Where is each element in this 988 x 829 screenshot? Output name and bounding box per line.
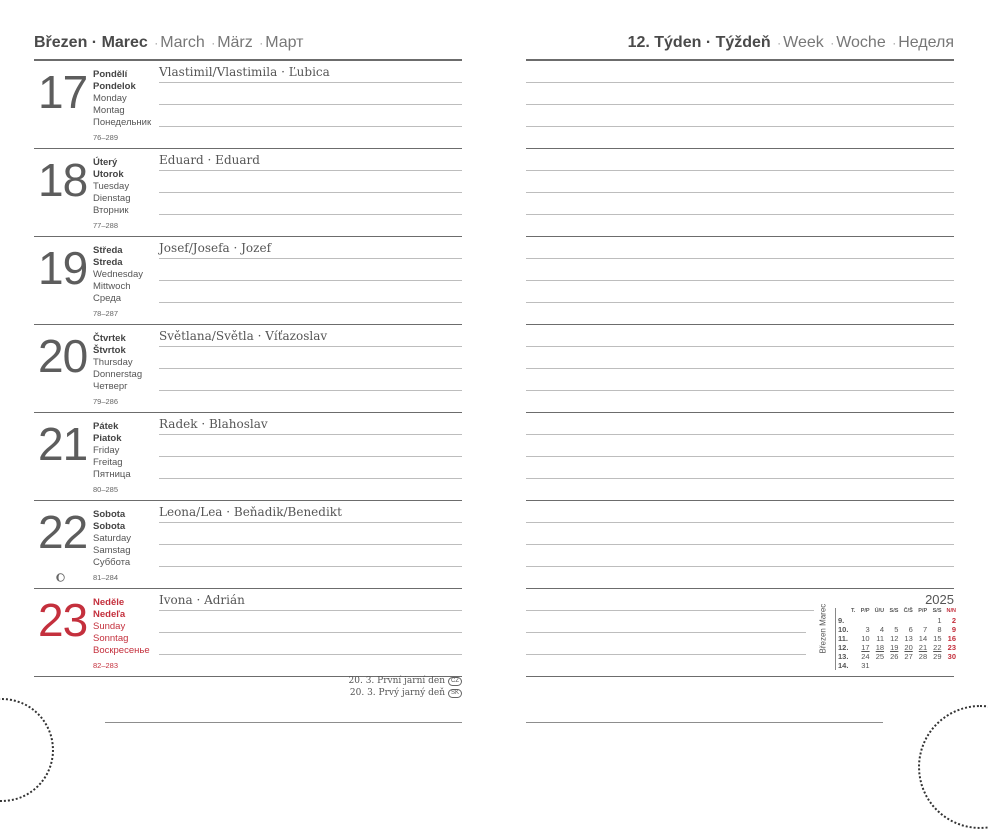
mini-calendar-day: 15 bbox=[933, 634, 942, 643]
notes-line bbox=[526, 632, 806, 633]
day-count: 81–284 bbox=[93, 573, 119, 582]
notes-divider bbox=[526, 236, 954, 237]
notes-line bbox=[526, 214, 954, 215]
mini-calendar-day: 10 bbox=[861, 634, 870, 643]
name-day: Leona/Lea · Beňadik/Benedikt bbox=[159, 505, 342, 519]
day-count: 77–288 bbox=[93, 221, 119, 230]
day-name-sk: Nedeľa bbox=[93, 609, 126, 620]
mini-calendar-day bbox=[870, 661, 884, 670]
day-name-cz: Středa bbox=[93, 245, 123, 256]
notes-line bbox=[526, 280, 954, 281]
mini-calendar-day: 17 bbox=[861, 643, 870, 652]
day-row[interactable] bbox=[34, 149, 462, 237]
name-day: Radek · Blahoslav bbox=[159, 417, 268, 431]
day-row[interactable] bbox=[34, 61, 462, 149]
day-name-sk: Sobota bbox=[93, 521, 126, 532]
day-name-en: Wednesday bbox=[93, 269, 143, 280]
mini-calendar-day bbox=[855, 616, 869, 625]
mini-calendar-week bbox=[838, 634, 956, 643]
mini-calendar-day bbox=[913, 661, 927, 670]
name-day: Eduard · Eduard bbox=[159, 153, 260, 167]
day-name-ru: Суббота bbox=[93, 557, 131, 568]
mini-calendar-divider bbox=[835, 608, 836, 670]
month-header: Březen · Marec · March · März · Март bbox=[34, 34, 304, 51]
day-name-de: Dienstag bbox=[93, 193, 131, 204]
write-line bbox=[159, 566, 462, 567]
day-name-ru: Пятница bbox=[93, 469, 131, 480]
day-number: 19 bbox=[38, 242, 88, 294]
holiday-notes bbox=[349, 675, 462, 699]
day-name-de: Montag bbox=[93, 105, 125, 116]
day-number: 17 bbox=[38, 66, 88, 118]
month-header-en: March bbox=[160, 34, 205, 51]
write-line bbox=[159, 368, 462, 369]
mini-calendar-day: 4 bbox=[879, 625, 885, 634]
day-number: 21 bbox=[38, 418, 88, 470]
write-line bbox=[159, 280, 462, 281]
week-number: 13. bbox=[838, 652, 849, 661]
write-line bbox=[159, 654, 462, 655]
day-name-cz: Pátek bbox=[93, 421, 119, 432]
country-flag-sk: SK bbox=[448, 689, 462, 698]
week-header-en: Week bbox=[783, 34, 824, 51]
notes-divider bbox=[526, 676, 954, 677]
day-name-cz: Sobota bbox=[93, 509, 126, 520]
day-name-cz: Pondělí bbox=[93, 69, 128, 80]
mini-calendar-day: 31 bbox=[861, 661, 870, 670]
notes-line bbox=[526, 302, 954, 303]
mini-calendar-day: 6 bbox=[908, 625, 913, 634]
week-number: 12. bbox=[838, 643, 849, 652]
mini-calendar-month: Březen Marec bbox=[818, 603, 828, 654]
write-line bbox=[159, 632, 462, 633]
mini-calendar bbox=[814, 592, 956, 672]
right-page bbox=[494, 0, 988, 768]
week-header: 12. Týden · Týždeň · Week · Woche · Неделя bbox=[627, 34, 954, 51]
day-count: 76–289 bbox=[93, 133, 119, 142]
day-name-en: Thursday bbox=[93, 357, 133, 368]
notes-line bbox=[526, 456, 954, 457]
day-name-ru: Четверг bbox=[93, 381, 128, 392]
write-line bbox=[159, 82, 462, 83]
mini-calendar-day: 23 bbox=[947, 643, 956, 652]
write-line bbox=[159, 192, 462, 193]
week-number: 11. bbox=[838, 634, 849, 643]
mini-calendar-day: 7 bbox=[922, 625, 928, 634]
day-count: 82–283 bbox=[93, 661, 119, 670]
write-line bbox=[159, 478, 462, 479]
write-line bbox=[159, 522, 462, 523]
day-name-de: Freitag bbox=[93, 457, 123, 468]
moon-phase-icon bbox=[56, 573, 65, 582]
mini-calendar-day: 21 bbox=[918, 643, 928, 652]
day-name-en: Saturday bbox=[93, 533, 132, 544]
mini-calendar-day bbox=[884, 616, 898, 625]
mini-calendar-week bbox=[838, 652, 956, 661]
week-number: 14. bbox=[838, 661, 849, 670]
mini-calendar-day: 3 bbox=[865, 625, 870, 634]
mini-calendar-day: 19 bbox=[890, 643, 899, 652]
notes-line bbox=[526, 544, 954, 545]
notes-divider bbox=[526, 324, 954, 325]
day-row[interactable] bbox=[34, 413, 462, 501]
mini-calendar-week bbox=[838, 643, 956, 652]
notes-divider bbox=[526, 412, 954, 413]
day-name-cz: Neděle bbox=[93, 597, 125, 608]
mini-calendar-day: 27 bbox=[904, 652, 913, 661]
mini-calendar-week bbox=[838, 625, 956, 634]
mini-calendar-day: 24 bbox=[861, 652, 870, 661]
notes-line bbox=[526, 566, 954, 567]
day-row[interactable] bbox=[34, 501, 462, 589]
week-header-de: Woche bbox=[836, 34, 886, 51]
mini-calendar-day bbox=[942, 661, 957, 670]
mini-calendar-grid bbox=[838, 607, 956, 670]
notes-line bbox=[526, 82, 954, 83]
notes-line bbox=[526, 368, 954, 369]
notes-line bbox=[526, 104, 954, 105]
write-line bbox=[159, 104, 462, 105]
mini-calendar-day: 1 bbox=[937, 616, 942, 625]
write-line bbox=[159, 170, 462, 171]
weekday-header: Č/Š bbox=[903, 608, 913, 614]
mini-calendar-day bbox=[913, 616, 927, 625]
mini-calendar-day: 18 bbox=[875, 643, 885, 652]
mini-calendar-week bbox=[838, 616, 956, 625]
notes-line bbox=[526, 390, 954, 391]
mini-calendar-day bbox=[870, 616, 884, 625]
mini-calendar-day: 8 bbox=[937, 625, 942, 634]
day-name-en: Friday bbox=[93, 445, 120, 456]
mini-calendar-day: 22 bbox=[933, 643, 942, 652]
day-name-en: Monday bbox=[93, 93, 127, 104]
footer-line bbox=[526, 722, 883, 723]
country-flag-cz: CZ bbox=[448, 677, 462, 686]
mini-calendar-day: 29 bbox=[933, 652, 942, 661]
weekday-header: S/S bbox=[889, 608, 899, 614]
day-name-sk: Utorok bbox=[93, 169, 124, 180]
write-line bbox=[159, 390, 462, 391]
day-name-sk: Piatok bbox=[93, 433, 122, 444]
day-name-ru: Понедельник bbox=[93, 117, 152, 128]
mini-calendar-day: 25 bbox=[875, 652, 885, 661]
day-name-ru: Воскресенье bbox=[93, 645, 150, 656]
holiday-note: 20. 3. Prvý jarný deň SK bbox=[349, 687, 462, 699]
day-number: 22 bbox=[38, 506, 88, 558]
day-name-sk: Pondelok bbox=[93, 81, 136, 92]
weekday-header: P/P bbox=[860, 608, 870, 614]
mini-calendar-day: 20 bbox=[904, 643, 913, 652]
mini-calendar-day: 9 bbox=[951, 625, 956, 634]
write-line bbox=[159, 258, 462, 259]
notes-line bbox=[526, 654, 806, 655]
notes-line bbox=[526, 192, 954, 193]
day-name-ru: Среда bbox=[93, 293, 122, 304]
mini-calendar-day: 12 bbox=[890, 634, 899, 643]
month-header-de: März bbox=[217, 34, 253, 51]
day-names bbox=[93, 421, 159, 496]
name-day: Ivona · Adrián bbox=[159, 593, 245, 607]
week-number: 9. bbox=[838, 616, 845, 625]
weekday-header: S/S bbox=[932, 608, 942, 614]
day-name-de: Donnerstag bbox=[93, 369, 143, 380]
notes-divider bbox=[526, 588, 954, 589]
write-line bbox=[159, 214, 462, 215]
mini-calendar-day: 28 bbox=[918, 652, 928, 661]
day-name-en: Sunday bbox=[93, 621, 126, 632]
weekday-header: P/P bbox=[918, 608, 928, 614]
day-name-sk: Štvrtok bbox=[93, 345, 126, 356]
notes-line bbox=[526, 522, 954, 523]
month-header-ru: Март bbox=[265, 34, 304, 51]
write-line bbox=[159, 126, 462, 127]
day-name-cz: Čtvrtek bbox=[93, 333, 126, 344]
mini-calendar-day bbox=[898, 616, 912, 625]
notes-divider bbox=[526, 500, 954, 501]
write-line bbox=[159, 346, 462, 347]
day-number: 18 bbox=[38, 154, 88, 206]
day-name-cz: Úterý bbox=[93, 157, 118, 168]
weekday-header-sunday: N/N bbox=[946, 608, 956, 614]
notes-divider bbox=[526, 148, 954, 149]
day-name-de: Sonntag bbox=[93, 633, 129, 644]
notes-line bbox=[526, 434, 954, 435]
day-number: 20 bbox=[38, 330, 88, 382]
day-name-sk: Streda bbox=[93, 257, 123, 268]
holiday-note: 20. 3. První jarní den CZ bbox=[349, 675, 462, 687]
day-names bbox=[93, 597, 159, 672]
day-count: 78–287 bbox=[93, 309, 119, 318]
day-count: 79–286 bbox=[93, 397, 119, 406]
write-line bbox=[159, 544, 462, 545]
notes-line bbox=[526, 170, 954, 171]
mini-calendar-day: 14 bbox=[918, 634, 928, 643]
name-day: Vlastimil/Vlastimila · Ľubica bbox=[159, 65, 330, 79]
name-day: Světlana/Světla · Víťazoslav bbox=[159, 329, 328, 343]
day-names bbox=[93, 69, 159, 144]
mini-calendar-day: 26 bbox=[890, 652, 899, 661]
notes-line bbox=[526, 126, 954, 127]
day-name-de: Mittwoch bbox=[93, 281, 131, 292]
day-names bbox=[93, 509, 159, 584]
day-count: 80–285 bbox=[93, 485, 119, 494]
day-row[interactable] bbox=[34, 237, 462, 325]
footer-line bbox=[105, 722, 462, 723]
week-header-bold: 12. Týden · Týždeň bbox=[627, 34, 771, 51]
write-line bbox=[159, 434, 462, 435]
mini-calendar-day bbox=[927, 661, 941, 670]
mini-calendar-day bbox=[898, 661, 912, 670]
top-rule bbox=[526, 59, 954, 61]
day-row[interactable] bbox=[34, 325, 462, 413]
weekday-header: Ú/U bbox=[874, 608, 885, 614]
mini-calendar-year: 2025 bbox=[925, 592, 954, 607]
day-names bbox=[93, 157, 159, 232]
mini-calendar-day bbox=[884, 661, 898, 670]
mini-calendar-day: 2 bbox=[951, 616, 956, 625]
notes-line bbox=[526, 258, 954, 259]
month-header-bold: Březen · Marec bbox=[34, 34, 148, 51]
notes-line bbox=[526, 478, 954, 479]
day-name-en: Tuesday bbox=[93, 181, 130, 192]
day-name-de: Samstag bbox=[93, 545, 131, 556]
write-line bbox=[159, 610, 462, 611]
mini-calendar-day: 11 bbox=[876, 634, 885, 643]
write-line bbox=[159, 456, 462, 457]
name-day: Josef/Josefa · Jozef bbox=[159, 241, 272, 255]
day-number: 23 bbox=[38, 594, 88, 646]
day-name-ru: Вторник bbox=[93, 205, 129, 216]
mini-calendar-week bbox=[838, 661, 956, 670]
mini-calendar-day: 13 bbox=[904, 634, 913, 643]
notes-line bbox=[526, 346, 954, 347]
mini-calendar-day: 30 bbox=[947, 652, 956, 661]
day-row-sunday[interactable] bbox=[34, 589, 462, 677]
day-names bbox=[93, 245, 159, 320]
week-number: 10. bbox=[838, 625, 849, 634]
week-header-ru: Неделя bbox=[898, 34, 954, 51]
mini-calendar-day: 16 bbox=[947, 634, 956, 643]
mini-calendar-day: 5 bbox=[894, 625, 899, 634]
day-names bbox=[93, 333, 159, 408]
write-line bbox=[159, 302, 462, 303]
week-col-header: T. bbox=[850, 608, 856, 614]
